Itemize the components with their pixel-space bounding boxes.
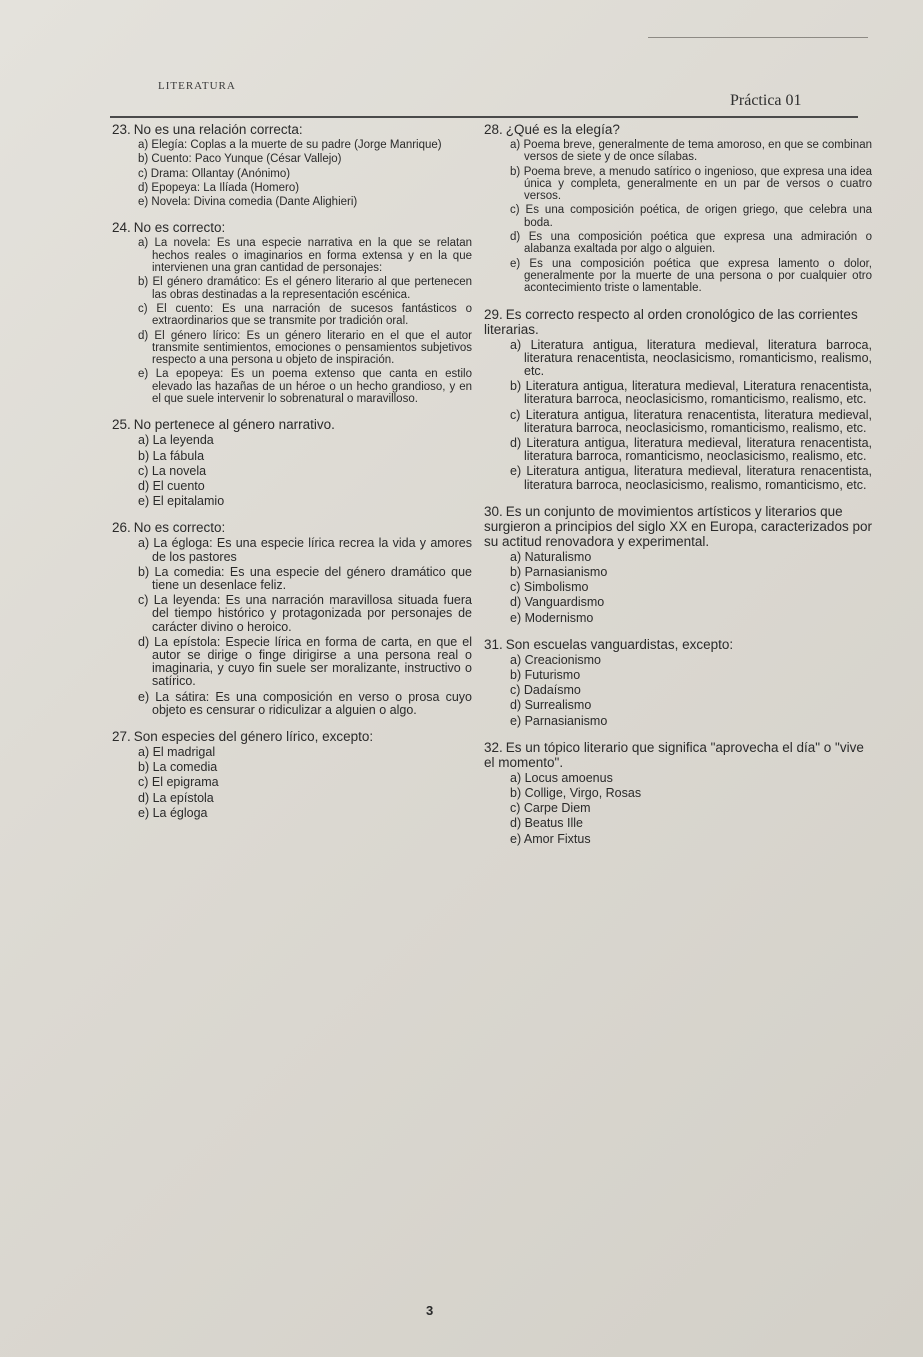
answer-option: a) La leyenda bbox=[138, 433, 214, 448]
answer-option: e) Amor Fixtus bbox=[510, 831, 591, 846]
answer-option: d) La epístola: Especie lírica en forma de carta, en que el autor se dirige o finge dirigirse a una persona real o imaginaria, y cuyo fin suele ser moralizante, instructivo o satírico. bbox=[138, 634, 472, 689]
question-26 bbox=[112, 520, 472, 717]
question-statement: ¿Qué es la elegía? bbox=[505, 122, 620, 137]
question-statement: Son especies del género lírico, excepto: bbox=[133, 729, 374, 744]
answer-option: d) El género lírico: Es un género literario en el que el autor transmite sentimientos, emociones o pensamientos subjetivos respecto a una persona u objeto de inspiración. bbox=[138, 329, 472, 367]
answer-option: c) El cuento: Es una narración de sucesos fantásticos o extraordinarios que se transmite por tradición oral. bbox=[138, 302, 472, 328]
answer-option: d) Epopeya: La Ilíada (Homero) bbox=[138, 181, 300, 194]
answer-option: b) La fábula bbox=[138, 448, 205, 463]
answer-option: c) Dadaísmo bbox=[510, 683, 581, 698]
answer-option: d) Literatura antigua, literatura medieval, literatura renacentista, literatura barroca, romanticismo, neoclasicismo, realismo, etc. bbox=[510, 435, 872, 464]
question-statement: No es correcto: bbox=[133, 520, 226, 536]
answer-option: e) El epitalamio bbox=[138, 494, 225, 509]
answer-option: e) Modernismo bbox=[510, 610, 594, 625]
practice-title: Práctica 01 bbox=[730, 92, 802, 109]
question-number: 24. bbox=[112, 220, 131, 236]
answer-option: e) La sátira: Es una composición en verso o prosa cuyo objeto es censurar o ridiculizar a alguien o algo. bbox=[138, 689, 472, 717]
answer-option: e) La epopeya: Es un poema extenso que canta en estilo elevado las hazañas de un héroe o un hecho grandioso, y en el que suele intervenir lo sobrenatural o maravilloso. bbox=[138, 368, 472, 406]
question-number: 30. bbox=[484, 503, 503, 519]
answer-option: b) La comedia: Es una especie del género dramático que tiene un desenlace feliz. bbox=[138, 564, 472, 592]
answer-option: d) La epístola bbox=[138, 790, 214, 805]
answer-option: b) Futurismo bbox=[510, 668, 581, 683]
answer-option: b) Cuento: Paco Yunque (César Vallejo) bbox=[138, 153, 342, 166]
answer-option: e) Es una composición poética que expresa lamento o dolor, generalmente por la muerte de una persona o por cualquier otro acontecimiento triste o lamentable. bbox=[510, 257, 872, 295]
answer-option: c) Drama: Ollantay (Anónimo) bbox=[138, 167, 291, 180]
answer-option: a) La novela: Es una especie narrativa en la que se relatan hechos reales o imaginarios en forma extensa y en la que intervienen una gran cantidad de personajes: bbox=[138, 237, 472, 275]
answer-option: a) La égloga: Es una especie lírica recrea la vida y amores de los pastores bbox=[138, 536, 472, 564]
answer-option: b) Parnasianismo bbox=[510, 565, 608, 579]
left-column bbox=[112, 122, 472, 832]
question-27 bbox=[112, 729, 472, 820]
answer-option: b) La comedia bbox=[138, 760, 218, 775]
question-32 bbox=[484, 740, 872, 846]
question-23 bbox=[112, 122, 472, 208]
question-number: 32. bbox=[484, 739, 503, 755]
answer-option: d) Surrealismo bbox=[510, 698, 592, 713]
answer-option: e) La égloga bbox=[138, 805, 208, 820]
answer-option: a) Literatura antigua, literatura medieval, literatura barroca, literatura renacentista, neoclasicismo, romanticismo, realismo, etc. bbox=[510, 337, 872, 378]
answer-option: b) Poema breve, a menudo satírico o ingenioso, que expresa una idea única y completa, generalmente en un par de versos o cuatro versos. bbox=[510, 165, 872, 203]
question-text bbox=[484, 122, 872, 137]
answer-option: c) El epigrama bbox=[138, 775, 219, 790]
answer-option: d) Beatus Ille bbox=[510, 816, 583, 831]
header-rule bbox=[110, 116, 858, 118]
question-text bbox=[112, 417, 472, 432]
answer-option: a) Locus amoenus bbox=[510, 770, 613, 785]
answer-option: d) Es una composición poética que expresa una admiración o alabanza exaltada por algo o alguien. bbox=[510, 231, 872, 256]
answer-option: c) Carpe Diem bbox=[510, 801, 591, 816]
answer-option: c) La leyenda: Es una narración maravillosa situada fuera del tiempo histórico y protagonizada por personajes de carácter divino o heroico. bbox=[138, 593, 472, 634]
question-28 bbox=[484, 122, 872, 295]
question-statement: Son escuelas vanguardistas, excepto: bbox=[505, 636, 734, 652]
question-31 bbox=[484, 637, 872, 728]
question-number: 25. bbox=[112, 417, 131, 433]
question-30 bbox=[484, 504, 872, 625]
question-number: 26. bbox=[112, 520, 131, 536]
question-text bbox=[484, 740, 872, 770]
question-statement: Es correcto respecto al orden cronológico de las corrientes literarias. bbox=[484, 306, 858, 337]
question-text bbox=[112, 220, 472, 235]
answer-option: e) Novela: Divina comedia (Dante Alighieri) bbox=[138, 196, 358, 209]
question-text bbox=[484, 307, 872, 337]
question-text bbox=[484, 637, 872, 652]
question-number: 23. bbox=[112, 122, 131, 137]
question-text bbox=[484, 504, 872, 549]
answer-option: e) Parnasianismo bbox=[510, 713, 608, 728]
question-statement: No es correcto: bbox=[133, 220, 226, 236]
answer-option: b) Literatura antigua, literatura medieval, Literatura renacentista, literatura barroca, neoclasicismo, romanticismo, realismo, etc. bbox=[510, 379, 872, 407]
top-decorative-line bbox=[648, 37, 868, 38]
answer-option: e) Literatura antigua, literatura medieval, literatura renacentista, literatura barroca, neoclasicismo, realismo, romanticismo, etc. bbox=[510, 464, 872, 492]
answer-option: a) El madrigal bbox=[138, 745, 216, 759]
page-number: 3 bbox=[426, 1303, 434, 1318]
question-statement: Es un conjunto de movimientos artísticos y literarios que surgieron a principios del siglo XX en Europa, caracterizados por su actitud renovadora y experimental. bbox=[484, 503, 872, 549]
question-statement: Es un tópico literario que significa "aprovecha el día" o "vive el momento". bbox=[484, 739, 864, 770]
answer-option: d) Vanguardismo bbox=[510, 595, 605, 610]
answer-option: c) Simbolismo bbox=[510, 580, 589, 595]
answer-option: a) Poema breve, generalmente de tema amoroso, en que se combinan versos de siete y de once sílabas. bbox=[510, 139, 872, 164]
question-number: 29. bbox=[484, 306, 503, 322]
answer-option: c) Literatura antigua, literatura renacentista, literatura medieval, literatura barroca, neoclasicismo, romanticismo, realismo, etc. bbox=[510, 407, 872, 435]
question-text bbox=[112, 122, 472, 137]
question-statement: No es una relación correcta: bbox=[133, 122, 303, 137]
answer-option: b) El género dramático: Es el género literario al que pertenecen las obras destinadas a la representación escénica. bbox=[138, 276, 472, 301]
question-number: 27. bbox=[112, 729, 131, 744]
question-24 bbox=[112, 220, 472, 405]
question-text bbox=[112, 729, 472, 744]
answer-option: a) Creacionismo bbox=[510, 652, 602, 667]
question-29 bbox=[484, 307, 872, 492]
answer-option: b) Collige, Virgo, Rosas bbox=[510, 786, 642, 801]
question-statement: No pertenece al género narrativo. bbox=[133, 417, 335, 433]
subject-title: LITERATURA bbox=[158, 80, 236, 92]
answer-option: a) Elegía: Coplas a la muerte de su padre (Jorge Manrique) bbox=[138, 139, 442, 151]
answer-option: c) La novela bbox=[138, 463, 207, 478]
question-text bbox=[112, 520, 472, 535]
question-number: 31. bbox=[484, 636, 503, 652]
right-column bbox=[484, 122, 872, 858]
question-number: 28. bbox=[484, 122, 503, 137]
answer-option: a) Naturalismo bbox=[510, 549, 592, 564]
question-25 bbox=[112, 417, 472, 508]
answer-option: c) Es una composición poética, de origen griego, que celebra una boda. bbox=[510, 204, 872, 229]
answer-option: d) El cuento bbox=[138, 478, 205, 493]
